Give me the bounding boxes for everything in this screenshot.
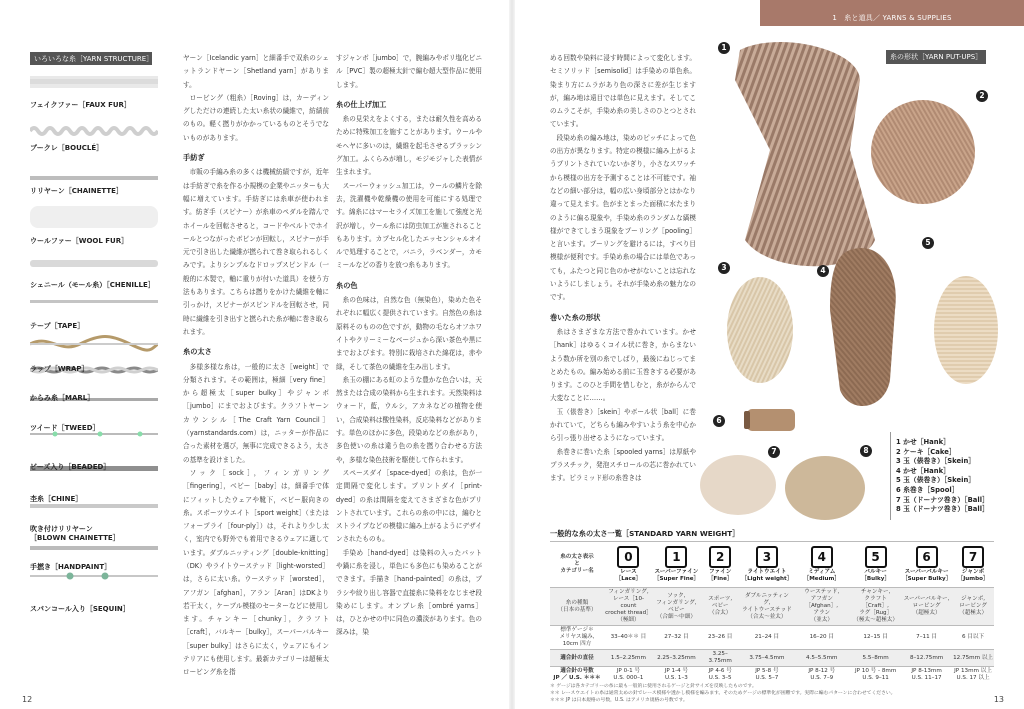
- heading-handspun: 手紡ぎ: [183, 153, 205, 163]
- yarn-item-beaded: ビーズ入り［BEADED］: [30, 463, 111, 471]
- putup-badge-4: 4: [817, 265, 829, 277]
- heading-finishing: 糸の仕上げ加工: [336, 99, 387, 109]
- putup-badge-2: 2: [976, 90, 988, 102]
- yarn-item-tweed: ツイード［TWEED］: [30, 424, 100, 432]
- handpaint-strand: [30, 546, 158, 550]
- hank-4: [830, 248, 896, 406]
- ball-8: [785, 456, 865, 520]
- cake-2: [871, 100, 975, 204]
- putup-badge-7: 7: [768, 446, 780, 458]
- chenille-strand: [30, 260, 158, 267]
- sequin-strand: [30, 573, 158, 580]
- skein-5: [934, 276, 998, 384]
- yarn-item-wrap: ラップ［WRAP］: [30, 365, 89, 373]
- wool-fur-strand: [30, 206, 158, 228]
- weight-col-4: 4 ミディアム ［Medium］: [793, 542, 850, 588]
- weight-table-title: 一般的な糸の太さ一覧［STANDARD YARN WEIGHT］: [550, 529, 740, 538]
- table-footnotes: ＊ ゲージは各カテゴリーの糸に最も一般的に使用されるゲージと針サイズを反映したものです。 ＊＊ レースウエイトの糸は通常太めの針でレース模様や透かし模様を編みます。そのためゲージの標準化が困難です。実際に編むパターンに合わせてください。 ＊＊＊ JP は日本規格の号数，U.S. はアメリカ規格の号数です。: [550, 684, 896, 703]
- page-number-right: 13: [993, 695, 1004, 704]
- yarn-item-sequin: スパンコール入り［SEQUIN］: [30, 605, 130, 613]
- weight-col-0: 0 レース ［Lace］: [604, 542, 653, 588]
- yarn-item-tape: テープ［TAPE］: [30, 322, 85, 330]
- text-column-1: ヤーン［Icelandic yarn］と細番手で双糸のシェットランドヤーン［Shetland yarn］があります。 ロービング（粗糸）［Roving］は，カーディングしただけの連続した太い糸状の繊維で，紡績前のもの。軽く撚りがかかっているものとそうでないものがあります。 手紡ぎ 市販の手編み糸の多くは機械紡績ですが，近年は手紡ぎで糸を作る小規模の企業やニッターも大幅に増えています。手紡ぎには糸車が使われます。紡ぎ手（スピナー）が糸車のペダルを踏んでホイールを回転させると，コードやベルトでホイールとつながったボビンが回転し，スピナーが手元で引き出した繊維が撚られて巻き取られるしくみです。よりシンプルなドロップスピンドル（一般的に木製で，軸に重りが付いた道具）を使う方法もあります。こちらは撚りをかけた繊維を軸に引っかけ，スピナーがスピンドルを回転させ，同時に繊維を引き出すと撚られた糸が軸に巻き取られます。 糸の太さ 多様多様な糸は，一般的に太さ［weight］で分類されます。その範囲は，極細［very fine］から超極太［super bulky］やジャンボ［jumbo］にまでおよびます。クラフトヤーン カウンシル［The Craft Yarn Council］（yarnstandards.com）は，ニッターが作品に合った素材を選び，無事に完成できるよう，太さの基準を設けました。 ソック［sock］，フィンガリング［fingering］，ベビー［baby］は，細番手で体にフィットしたウェアや靴下，ベビー服向きの糸。スポーツウエイト［sport weight］（または フォープライ［four-ply］）は，それより少し太く，室内でも野外でも着用できるウェアに適しています。ダブルニッティング［double-knitting］（DK）やライトウーステッド［light-worsted］は，さらに太い糸。ウーステッド［worsted］，アフガン［afghan］，アラン［Aran］はDKより若干太く，ケーブル模様のセーターなどに使用します。チャンキー［chunky］，クラフト［craft］，バルキー［bulky］，スーパーバルキー［super bulky］はさらに太く，ウェアにもインテリアにも使用します。最新カテゴリーは超極太ロービング糸を指: [183, 54, 329, 677]
- chainette-strand: [30, 176, 158, 180]
- table-row-needle-size: 適合針の号数 JP ／ U.S. ＊＊＊ JP 0-1 号 U.S. 000–1 JP 1-4 号 U.S. 1–3 JP 4-6 号 U.S. 3–5 JP 5-8 号 U.S. 5–7 JP 8-12 号 U.S. 7–9 JP 10 号 - 8mm U.S. 9–11 JP 8-13mm U.S. 11–17 JP 13mm 以上 U.S. 17 以上: [550, 667, 994, 684]
- yarn-item-chenille: シェニール（モール糸）［CHENILLE］: [30, 281, 155, 289]
- skein-3: [727, 277, 793, 383]
- yarn-structure-heading: いろいろな糸［YARN STRUCTURE］: [30, 52, 152, 65]
- ball-7: [700, 455, 776, 515]
- page-number-left: 12: [22, 695, 33, 704]
- weight-col-5: 5 バルキー ［Bulky］: [850, 542, 901, 588]
- weight-col-1: 1 スーパーファイン ［Super Fine］: [653, 542, 700, 588]
- wrap-strand: [30, 337, 158, 351]
- weight-col-7: 7 ジャンボ ［Jumbo］: [952, 542, 994, 588]
- table-row-needle-diameter: 適合針の直径 1.5–2.25mm 2.25–3.25mm 3.25–3.75mm 3.75–4.5mm 4.5–5.5mm 5.5–8mm 8–12.75mm 12.75mm 以上: [550, 650, 994, 667]
- putup-badge-6: 6: [713, 415, 725, 427]
- table-row-gauge: 標準ゲージ＊ メリヤス編み, 10cm 四方 33–40＊＊ 目 27–32 目 23–26 目 21–24 目 16–20 目 12–15 目 7–11 目 6 目以下: [550, 626, 994, 650]
- putup-badge-5: 5: [922, 237, 934, 249]
- hank-1: [735, 42, 875, 266]
- yarn-strands-illustration: [30, 68, 158, 688]
- yarn-item-boucle: ブークレ［BOUCLÉ］: [30, 144, 104, 152]
- yarn-item-blown-chainette: 吹き付けリリヤーン ［BLOWN CHAINETTE］: [30, 525, 120, 542]
- text-column-2: すジャンボ［jumbo］で，腕編みやポリ塩化ビニル［PVC］製の超極太針で編む超大型作品に使用します。 糸の仕上げ加工 糸の見栄えをよくする，または耐久性を高めるために特殊加工を施すことがあります。ウールやモヘヤに多いのは，繊維を起毛させるブラッシング加工。ふくらみが増し，モジモジャした表情が生まれます。 スーパーウォッシュ加工は，ウールの鱗片を除去，洗濯機や乾燥機の使用を可能にする処理です。綿糸にはマーセライズ加工を施して強度と光沢が増し，ウール糸には防虫加工が施されることもあります。カプセル化したエッセンシャルオイルで処理することで，バニラ，ラベンダー，カモミールなどの香りを放つ糸もあります。 糸の色 糸の色味は，自然な色（無染色），染めた色それぞれに幅広く提供されています。自然色の糸は原料そのものの色ですが，動物の毛ならオフホワイトやクリーミーなベージュから深い茶色や黒にまでおよびます。特別に栽培された綿花は，赤や緑，そして茶色の繊維を生み出します。 糸玉の棚にある虹のような豊かな色合いは，天然または合成の染料から生まれます。天然染料はウォード，藍，ウルシ，アカネなどの植物を使い，合成染料は酸性染料，反応染料などがあります。単色のほかに多色，段染めなどの糸があり，多色使いの糸は違う色の糸を撚り合わせる方法や，多様な染色技術を駆使して作られます。 スペースダイ［space-dyed］の糸は，色が一定間隔で変化します。プリントダイ［print-dyed］の糸は間隔を変えてさまざまな色がプリントされています。これらの糸の中には，編むとストライプなどの模様に編み上がるようにデザインされたものも。 手染め［hand-dyed］は染料の入ったパットや鍋に糸を浸し，単色にも多色にも染めることができます。手描き［hand-painted］の糸は，ブラシや絞り出し容器で直接糸に染料をなじませ段染めにします。オンブレ糸［ombré yarns］は，ひとかせの中に同色の濃淡があります。色の深みは，染: [336, 54, 482, 637]
- putup-badge-3: 3: [718, 262, 730, 274]
- yarn-item-marl: からみ糸［MARL］: [30, 394, 95, 402]
- yarn-weight-table: [550, 541, 994, 683]
- yarn-item-handpaint: 手撚き［HANDPAINT］: [30, 563, 112, 571]
- spool-6: [744, 409, 795, 431]
- text-column-3: める回数や染料に浸す時間によって変化します。セミソリッド［semisolid］は手染めの単色糸。染まり方にムラがあり色の深さに差が生じますが，編み地は遠目では単色に見えます。そしてこのムラこそが，手染め糸の美しさのひとつとされています。 段染め糸の編み地は，染めのピッチによって色の出方が異なります。特定の模様に編み上がるようプリントされていないかぎり，小さなスワッチから模様の出方を予測することは不可能です。袖などの細い部分は，幅の広い身頃部分とはかなり違って見えます。色がまとまった面積に水たまりのように偏る現象や，手染め糸のランダムな縞模様ができてしまう現象をプーリング［pooling］と言います。プーリングを避けるには，すべり目模様が便利です。手染め糸の場合には単色であっても，ふたつと同じ色のかせがないことは忘れないようにしましょう。それが手染め糸の魅力なのです。 巻いた糸の形状 糸はさまざまな方法で巻かれています。かせ［hank］はゆるくコイル状に巻き，からまないよう数か所を別の糸でしばり，最後にねじってまとめたもの。編み始める前に玉巻きする必要があります。このひと手間を惜しむと，糸がからんで大変なことに……。 玉（俵巻き）［skein］やボール状［ball］に巻かれていて，どちらも編みやすいよう糸を中心から引っ張り出せるようになっています。 糸巻きに巻いた糸［spooled yarns］は厚紙やプラスチック，発泡スチロールの芯に巻かれています。ピラミッド形の糸巻きは: [550, 54, 696, 483]
- tape-strand: [30, 300, 158, 303]
- heading-yarn-weight: 糸の太さ: [183, 347, 212, 357]
- yarn-item-chine: 杢糸［CHINE］: [30, 495, 83, 503]
- weight-header-row: 糸の太さ表示 と カテゴリー名 0 レース ［Lace］ 1 スーパーファイン ［Super Fine］ 2 ファイン ［Fine］ 3 ライトウエイト ［Light weight］ 4 ミディアム ［Medium］ 5 バルキー ［Bulky］ 6 スーパーバルキー ［Super Bulky］ 7 ジャンボ ［Jumbo］: [550, 542, 994, 588]
- weight-col-3: 3 ライトウエイト ［Light weight］: [740, 542, 793, 588]
- yarn-item-chainette: リリヤーン［CHAINETTE］: [30, 187, 123, 195]
- putup-badge-1: 1: [718, 42, 730, 54]
- weight-col-2: 2 ファイン ［Fine］: [700, 542, 741, 588]
- yarn-structure-sidebar: [30, 52, 158, 688]
- yarn-item-wool-fur: ウールファー［WOOL FUR］: [30, 237, 129, 245]
- faux-fur-strand: [30, 76, 158, 88]
- chapter-title: 1 糸と道具／ YARNS & SUPPLIES: [832, 14, 952, 22]
- blown-chainette-strand: [30, 504, 158, 508]
- page-gutter: [509, 0, 515, 709]
- putup-badge-8: 8: [860, 445, 872, 457]
- weight-col-6: 6 スーパーバルキー ［Super Bulky］: [901, 542, 952, 588]
- table-row-yarn-type: 糸の種類 （日本の基準） フィンガリング, レース［10-count crochet thread］ （極細） ソック, フィンガリング, ベビー （合細〜中細） スポーツ, ベビー （合太） ダブルニッティング, ライトウーステッド （合太〜並太） ウーステッド, アフガン［Afghan］, アラン （並太） チャンキー, クラフト［Craft］, ラグ［Rug］ （極太〜超極太） スーパーバルキー, ロービング （超極太） ジャンボ, ロービング （超極太）: [550, 588, 994, 626]
- boucle-strand: [30, 128, 158, 134]
- yarn-item-faux-fur: フェイクファー［FAUX FUR］: [30, 101, 131, 109]
- yarn-putups-heading: 糸の形状［YARN PUT-UPS］: [886, 50, 986, 64]
- heading-put-ups: 巻いた糸の形状: [550, 312, 601, 322]
- heading-yarn-color: 糸の色: [336, 280, 358, 290]
- putups-legend: 1 かせ［Hank］ 2 ケーキ［Cake］ 3 玉（俵巻き）［Skein］ 4 かせ［Hank］ 5 玉（俵巻き）［Skein］ 6 糸巻き［Spool］ 7 玉（ドーナツ巻き）［Ball］ 8 玉（ドーナツ巻き）［Ball］: [896, 438, 989, 514]
